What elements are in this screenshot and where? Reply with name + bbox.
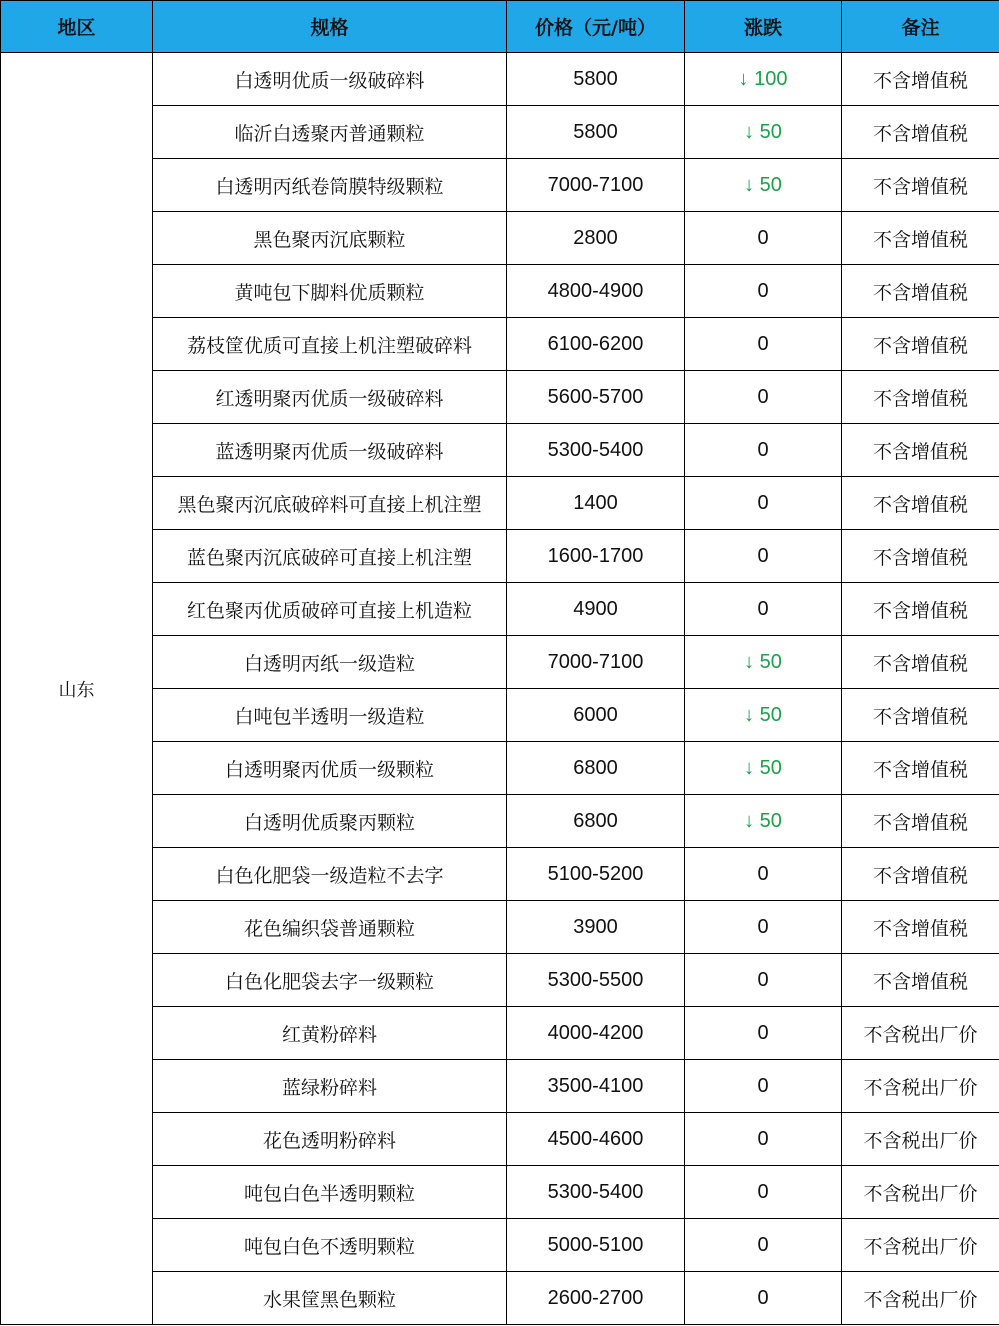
note-cell: 不含税出厂价 bbox=[842, 1219, 999, 1272]
spec-cell: 白吨包半透明一级造粒 bbox=[153, 689, 507, 742]
spec-cell: 白透明聚丙优质一级颗粒 bbox=[153, 742, 507, 795]
spec-cell: 红透明聚丙优质一级破碎料 bbox=[153, 371, 507, 424]
region-cell: 山东 bbox=[1, 53, 153, 1325]
spec-cell: 临沂白透聚丙普通颗粒 bbox=[153, 106, 507, 159]
change-cell: ↓ 50 bbox=[685, 742, 842, 795]
spec-cell: 黑色聚丙沉底颗粒 bbox=[153, 212, 507, 265]
price-cell: 7000-7100 bbox=[507, 636, 685, 689]
spec-cell: 花色透明粉碎料 bbox=[153, 1113, 507, 1166]
spec-cell: 白透明丙纸一级造粒 bbox=[153, 636, 507, 689]
price-cell: 3900 bbox=[507, 901, 685, 954]
change-cell: 0 bbox=[685, 954, 842, 1007]
note-cell: 不含增值税 bbox=[842, 53, 999, 106]
change-cell: 0 bbox=[685, 530, 842, 583]
spec-cell: 红色聚丙优质破碎可直接上机造粒 bbox=[153, 583, 507, 636]
spec-cell: 黄吨包下脚料优质颗粒 bbox=[153, 265, 507, 318]
change-cell: 0 bbox=[685, 583, 842, 636]
note-cell: 不含增值税 bbox=[842, 848, 999, 901]
price-cell: 5000-5100 bbox=[507, 1219, 685, 1272]
spec-cell: 蓝透明聚丙优质一级破碎料 bbox=[153, 424, 507, 477]
change-cell: ↓ 50 bbox=[685, 106, 842, 159]
price-cell: 4800-4900 bbox=[507, 265, 685, 318]
price-cell: 4900 bbox=[507, 583, 685, 636]
note-cell: 不含税出厂价 bbox=[842, 1272, 999, 1325]
change-cell: ↓ 50 bbox=[685, 795, 842, 848]
price-cell: 3500-4100 bbox=[507, 1060, 685, 1113]
note-cell: 不含增值税 bbox=[842, 530, 999, 583]
note-cell: 不含增值税 bbox=[842, 636, 999, 689]
change-cell: ↓ 50 bbox=[685, 159, 842, 212]
spec-cell: 红黄粉碎料 bbox=[153, 1007, 507, 1060]
note-cell: 不含增值税 bbox=[842, 106, 999, 159]
note-cell: 不含增值税 bbox=[842, 265, 999, 318]
header-price: 价格（元/吨） bbox=[507, 1, 685, 53]
note-cell: 不含增值税 bbox=[842, 583, 999, 636]
price-cell: 6100-6200 bbox=[507, 318, 685, 371]
change-cell: ↓ 50 bbox=[685, 689, 842, 742]
spec-cell: 荔枝筐优质可直接上机注塑破碎料 bbox=[153, 318, 507, 371]
price-cell: 6000 bbox=[507, 689, 685, 742]
change-cell: 0 bbox=[685, 318, 842, 371]
change-cell: 0 bbox=[685, 371, 842, 424]
spec-cell: 吨包白色不透明颗粒 bbox=[153, 1219, 507, 1272]
note-cell: 不含增值税 bbox=[842, 318, 999, 371]
spec-cell: 白透明优质聚丙颗粒 bbox=[153, 795, 507, 848]
spec-cell: 蓝绿粉碎料 bbox=[153, 1060, 507, 1113]
change-cell: 0 bbox=[685, 1219, 842, 1272]
spec-cell: 白透明优质一级破碎料 bbox=[153, 53, 507, 106]
note-cell: 不含增值税 bbox=[842, 901, 999, 954]
change-cell: 0 bbox=[685, 848, 842, 901]
spec-cell: 蓝色聚丙沉底破碎可直接上机注塑 bbox=[153, 530, 507, 583]
table-body bbox=[1, 53, 999, 1325]
price-cell: 2800 bbox=[507, 212, 685, 265]
price-cell: 4000-4200 bbox=[507, 1007, 685, 1060]
change-cell: 0 bbox=[685, 1007, 842, 1060]
header-spec: 规格 bbox=[153, 1, 507, 53]
price-cell: 5600-5700 bbox=[507, 371, 685, 424]
note-cell: 不含税出厂价 bbox=[842, 1113, 999, 1166]
table-header bbox=[1, 1, 999, 53]
header-note: 备注 bbox=[842, 1, 999, 53]
change-cell: 0 bbox=[685, 901, 842, 954]
price-cell: 5800 bbox=[507, 106, 685, 159]
change-cell: 0 bbox=[685, 1166, 842, 1219]
price-cell: 5100-5200 bbox=[507, 848, 685, 901]
note-cell: 不含税出厂价 bbox=[842, 1007, 999, 1060]
note-cell: 不含增值税 bbox=[842, 371, 999, 424]
price-cell: 2600-2700 bbox=[507, 1272, 685, 1325]
spec-cell: 白色化肥袋一级造粒不去字 bbox=[153, 848, 507, 901]
change-cell: 0 bbox=[685, 212, 842, 265]
change-cell: ↓ 100 bbox=[685, 53, 842, 106]
price-cell: 5300-5400 bbox=[507, 1166, 685, 1219]
note-cell: 不含增值税 bbox=[842, 795, 999, 848]
change-cell: 0 bbox=[685, 1060, 842, 1113]
note-cell: 不含增值税 bbox=[842, 159, 999, 212]
spec-cell: 水果筐黑色颗粒 bbox=[153, 1272, 507, 1325]
price-cell: 6800 bbox=[507, 795, 685, 848]
price-cell: 7000-7100 bbox=[507, 159, 685, 212]
table-row bbox=[1, 53, 999, 106]
spec-cell: 白色化肥袋去字一级颗粒 bbox=[153, 954, 507, 1007]
spec-cell: 黑色聚丙沉底破碎料可直接上机注塑 bbox=[153, 477, 507, 530]
price-cell: 5300-5400 bbox=[507, 424, 685, 477]
header-region: 地区 bbox=[1, 1, 153, 53]
header-change: 涨跌 bbox=[685, 1, 842, 53]
spec-cell: 吨包白色半透明颗粒 bbox=[153, 1166, 507, 1219]
note-cell: 不含增值税 bbox=[842, 212, 999, 265]
price-cell: 1400 bbox=[507, 477, 685, 530]
change-cell: 0 bbox=[685, 1113, 842, 1166]
spec-cell: 白透明丙纸卷筒膜特级颗粒 bbox=[153, 159, 507, 212]
note-cell: 不含税出厂价 bbox=[842, 1060, 999, 1113]
note-cell: 不含增值税 bbox=[842, 424, 999, 477]
price-cell: 1600-1700 bbox=[507, 530, 685, 583]
header-row bbox=[1, 1, 999, 53]
note-cell: 不含增值税 bbox=[842, 689, 999, 742]
note-cell: 不含增值税 bbox=[842, 477, 999, 530]
price-cell: 5800 bbox=[507, 53, 685, 106]
spec-cell: 花色编织袋普通颗粒 bbox=[153, 901, 507, 954]
change-cell: 0 bbox=[685, 477, 842, 530]
note-cell: 不含增值税 bbox=[842, 954, 999, 1007]
change-cell: ↓ 50 bbox=[685, 636, 842, 689]
price-cell: 5300-5500 bbox=[507, 954, 685, 1007]
note-cell: 不含增值税 bbox=[842, 742, 999, 795]
price-cell: 4500-4600 bbox=[507, 1113, 685, 1166]
note-cell: 不含税出厂价 bbox=[842, 1166, 999, 1219]
price-cell: 6800 bbox=[507, 742, 685, 795]
change-cell: 0 bbox=[685, 265, 842, 318]
change-cell: 0 bbox=[685, 424, 842, 477]
change-cell: 0 bbox=[685, 1272, 842, 1325]
